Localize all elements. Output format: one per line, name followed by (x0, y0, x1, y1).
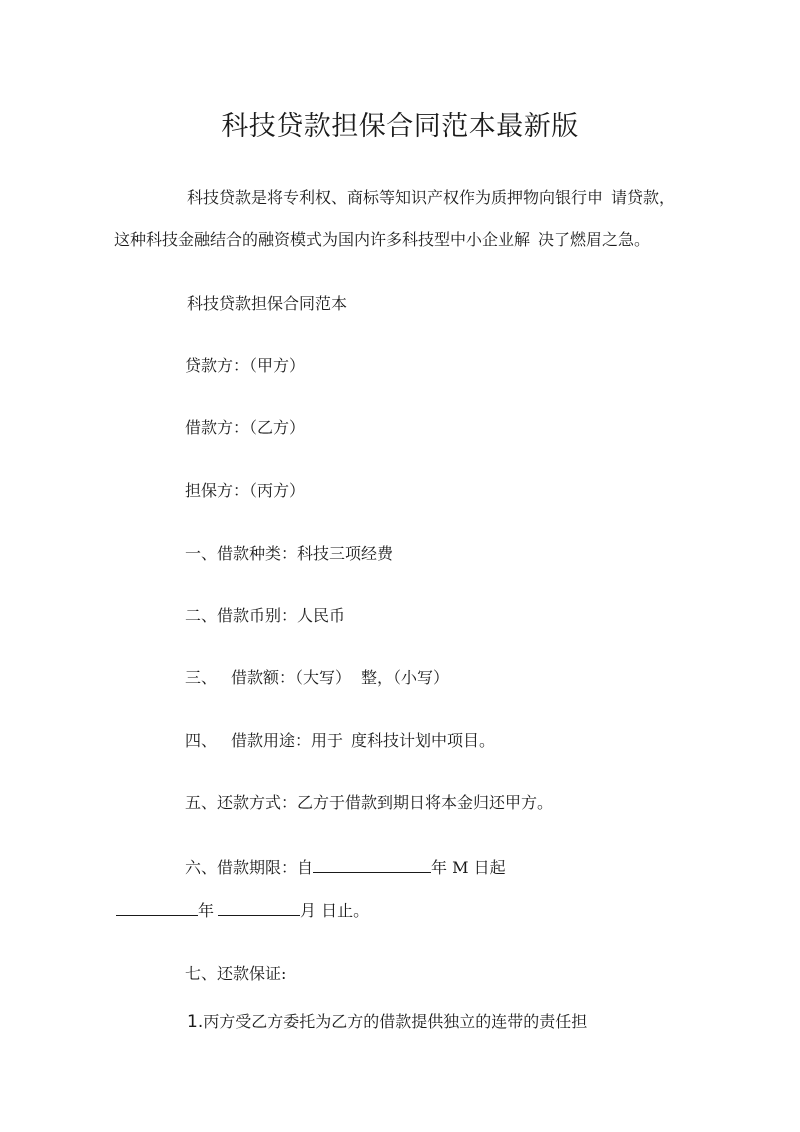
clause-3-amount-upper: 借款额：（大写） (231, 668, 352, 687)
contract-title: 科技贷款担保合同范本 (187, 294, 348, 313)
intro-line-1-tail: 请贷款， (611, 188, 676, 207)
party-lender: 贷款方：（甲方） (185, 356, 306, 375)
clause-4-number: 四、 (185, 731, 218, 750)
intro-line-2 (114, 230, 650, 250)
clause-6-head: 六、借款期限：自 (185, 858, 314, 877)
clause-7-item-1-number: 1. (187, 1012, 204, 1032)
clause-loan-term (185, 857, 506, 878)
clause-currency: 二、借款币别：人民币 (185, 606, 346, 625)
party-borrower: 借款方：（乙方） (185, 418, 306, 437)
clause-3-number: 三、 (185, 668, 218, 687)
clause-6-year: 年 (198, 901, 215, 920)
clause-4-purpose-b: 度科技计划中项目。 (351, 731, 496, 750)
intro-line-1 (187, 188, 675, 208)
clause-repayment-guarantee: 七、还款保证: (185, 964, 287, 983)
intro-line-2-text: 这种科技金融结合的融资模式为国内许多科技型中小企业解 (114, 230, 531, 249)
intro-line-1-text: 科技贷款是将专利权、商标等知识产权作为质押物向银行申 (187, 188, 604, 207)
clause-repayment-method: 五、还款方式：乙方于借款到期日将本金归还甲方。 (185, 793, 554, 812)
intro-line-2-tail: 决了燃眉之急。 (538, 230, 651, 249)
document-title: 科技贷款担保合同范本最新版 (221, 111, 579, 142)
clause-6-mid: 年 M 日起 (431, 858, 506, 877)
clause-4-purpose-a: 借款用途：用于 (231, 731, 344, 750)
blank-end-month (218, 900, 300, 916)
blank-start-year (313, 857, 431, 873)
clause-loan-term-end (116, 900, 369, 921)
clause-loan-type: 一、借款种类：科技三项经费 (185, 544, 394, 563)
clause-3-amount-lower: 整，（小写） (361, 668, 450, 687)
clause-6-end: 月 日止。 (300, 901, 370, 920)
clause-7-item-1-text: 丙方受乙方委托为乙方的借款提供独立的连带的责任担 (203, 1012, 588, 1031)
blank-end-year (116, 900, 198, 916)
party-guarantor: 担保方：（丙方） (185, 481, 306, 500)
clause-loan-purpose (185, 731, 495, 751)
clause-7-item-1 (187, 1012, 587, 1032)
clause-loan-amount (185, 668, 449, 688)
